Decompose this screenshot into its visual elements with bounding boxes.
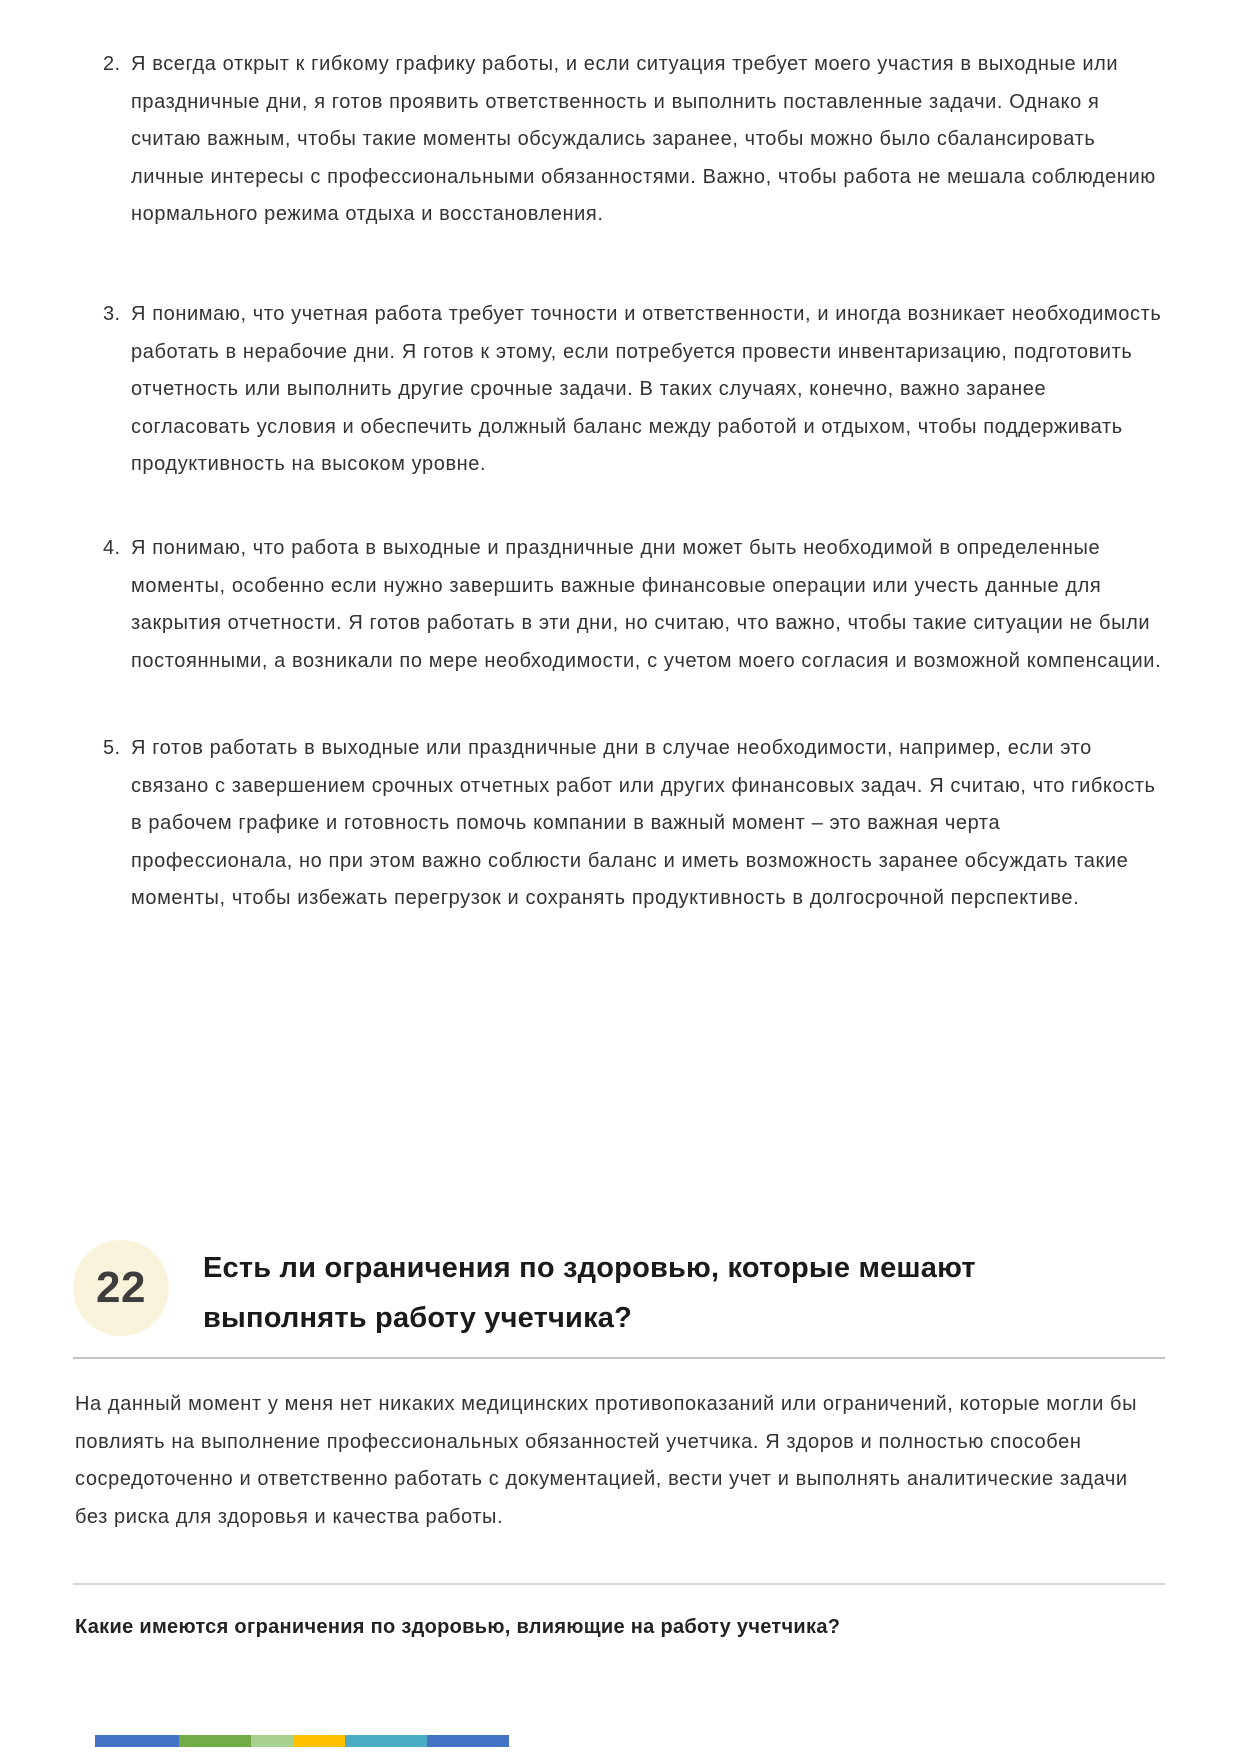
chart-strip-segment: [179, 1735, 251, 1747]
sub-question-heading: Какие имеются ограничения по здоровью, влияющие на работу учетчика?: [75, 1616, 841, 1638]
chart-strip-segment: [293, 1735, 345, 1747]
list-item-number: 4.: [103, 537, 121, 559]
chart-strip-segment: [427, 1735, 509, 1747]
list-item-text: Я понимаю, что работа в выходные и праздничные дни может быть необходимой в определенные моменты, особенно если нужно завершить важные финансовые операции или учесть данные для закрытия отчетности. Я готов работать в эти дни, но считаю, что важно, чтобы такие ситуации не были постоянными, а возникали по мере необходимости, с учетом моего согласия и возможной компенсации.: [131, 537, 1162, 672]
list-item: [103, 730, 1165, 918]
divider: [73, 1583, 1165, 1585]
list-item-text: Я всегда открыт к гибкому графику работы, и если ситуация требует моего участия в выходные или праздничные дни, я готов проявить ответственность и выполнить поставленные задачи. Однако я считаю важным, чтобы такие моменты обсуждались заранее, чтобы можно было сбалансировать личные интересы с профессиональными обязанностями. Важно, чтобы работа не мешала соблюдению нормального режима отдыха и восстановления.: [131, 53, 1156, 225]
question-title: Есть ли ограничения по здоровью, которые мешают выполнять работу учетчика?: [203, 1252, 976, 1334]
list-item: [103, 530, 1165, 680]
answer-paragraph: На данный момент у меня нет никаких медицинских противопоказаний или ограничений, которые могли бы повлиять на выполнение профессиональных обязанностей учетчика. Я здоров и полностью способен сосредоточенно и ответственно работать с документацией, вести учет и выполнять аналитические задачи без риска для здоровья и качества работы.: [75, 1393, 1138, 1528]
list-item-text: Я готов работать в выходные или праздничные дни в случае необходимости, например, если это связано с завершением срочных отчетных работ или других финансовых задач. Я считаю, что гибкость в рабочем графике и готовность помочь компании в важный момент – это важная черта профессионала, но при этом важно соблюсти баланс и иметь возможность заранее обсуждать такие моменты, чтобы избежать перегрузок и сохранять продуктивность в долгосрочной перспективе.: [131, 737, 1156, 909]
divider: [73, 1357, 1165, 1359]
list-item-number: 2.: [103, 53, 121, 75]
chart-strip-segment: [251, 1735, 293, 1747]
chart-strip-segment: [95, 1735, 179, 1747]
list-item: [103, 296, 1165, 484]
cropped-chart-strip: [95, 1735, 509, 1747]
chart-strip-segment: [345, 1735, 427, 1747]
question-number: 22: [96, 1263, 146, 1312]
list-item-number: 3.: [103, 303, 121, 325]
list-item-number: 5.: [103, 737, 121, 759]
list-item-text: Я понимаю, что учетная работа требует точности и ответственности, и иногда возникает необходимость работать в нерабочие дни. Я готов к этому, если потребуется провести инвентаризацию, подготовить отчетность или выполнить другие срочные задачи. В таких случаях, конечно, важно заранее согласовать условия и обеспечить должный баланс между работой и отдыхом, чтобы поддерживать продуктивность на высоком уровне.: [131, 303, 1162, 475]
question-number-badge: [73, 1240, 169, 1336]
list-item: [103, 46, 1165, 234]
